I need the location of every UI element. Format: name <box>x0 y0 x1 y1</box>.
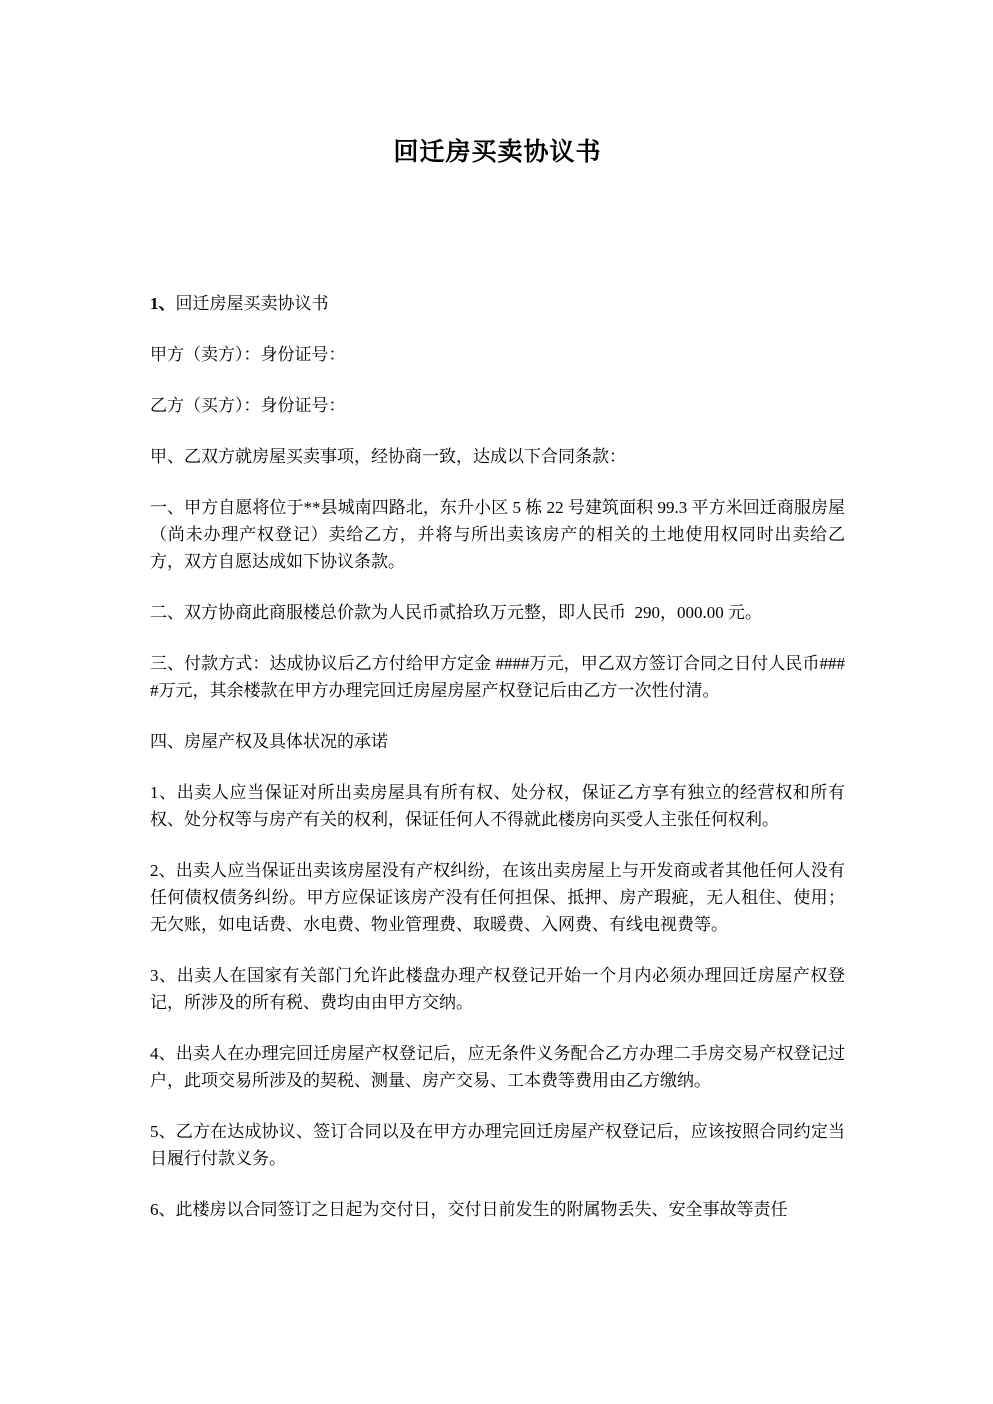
paragraph-clause-2: 二、双方协商此商服楼总价款为人民币贰拾玖万元整，即人民币 290，000.00 元。 <box>150 603 762 622</box>
paragraph-item-3: 3、出卖人在国家有关部门允许此楼盘办理产权登记开始一个月内必须办理回迁房屋产权登记，所涉及的所有税、费均由由甲方交纳。 <box>150 966 845 1012</box>
paragraph-preamble: 甲、乙双方就房屋买卖事项，经协商一致，达成以下合同条款： <box>150 447 626 466</box>
paragraph-item-5: 5、乙方在达成协议、签订合同以及在甲方办理完回迁房屋产权登记后，应该按照合同约定当日履行付款义务。 <box>150 1122 845 1168</box>
paragraph-clause-1: 一、甲方自愿将位于**县城南四路北，东升小区 5 栋 22 号建筑面积 99.3 平方米回迁商服房屋（尚未办理产权登记）卖给乙方，并将与所出卖该房产的相关的土地使用权同时出卖给乙方，双方自愿达成如下协议条款。 <box>150 498 845 571</box>
heading-text: 回迁房屋买卖协议书 <box>175 294 329 313</box>
heading-number: 1、 <box>150 294 176 313</box>
paragraph-party-a: 甲方（卖方）：身份证号： <box>150 345 346 364</box>
paragraph-item-6: 6、此楼房以合同签订之日起为交付日，交付日前发生的附属物丢失、安全事故等责任 <box>150 1200 788 1219</box>
paragraph-item-1: 1、出卖人应当保证对所出卖房屋具有所有权、处分权，保证乙方享有独立的经营权和所有权、处分权等与房产有关的权利，保证任何人不得就此楼房向买受人主张任何权利。 <box>150 783 845 829</box>
paragraph-clause-4-heading: 四、房屋产权及具体状况的承诺 <box>150 732 388 751</box>
paragraph-clause-3: 三、付款方式：达成协议后乙方付给甲方定金 ####万元，甲乙双方签订合同之日付人民币####万元，其余楼款在甲方办理完回迁房屋房屋产权登记后由乙方一次性付清。 <box>150 654 845 700</box>
paragraph-item-2: 2、出卖人应当保证出卖该房屋没有产权纠纷，在该出卖房屋上与开发商或者其他任何人没有任何债权债务纠纷。甲方应保证该房产没有任何担保、抵押、房产瑕疵，无人租住、使用；无欠账，如电话费、水电费、物业管理费、取暖费、入网费、有线电视费等。 <box>150 861 845 934</box>
paragraph-item-4: 4、出卖人在办理完回迁房屋产权登记后，应无条件义务配合乙方办理二手房交易产权登记过户，此项交易所涉及的契税、测量、房产交易、工本费等费用由乙方缴纳。 <box>150 1044 845 1090</box>
document-title: 回迁房买卖协议书 <box>393 138 602 166</box>
paragraph-party-b: 乙方（买方）：身份证号： <box>150 396 346 415</box>
contract-heading <box>150 290 845 317</box>
